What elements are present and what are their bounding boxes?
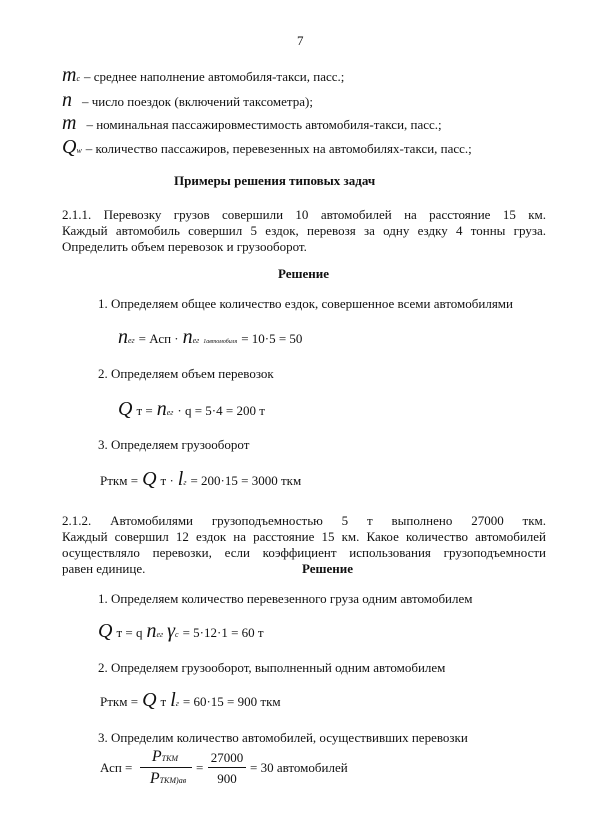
task1-step-2-text: 2. Определяем объем перевозок bbox=[98, 366, 274, 381]
task1-solution-heading: Решение bbox=[278, 266, 330, 281]
page-number: 7 bbox=[297, 33, 304, 48]
task2-step-3-text: 3. Определим количество автомобилей, осуществивших перевозки bbox=[98, 730, 468, 745]
definition-item: Qw – количество пассажиров, перевезенных на автомобилях-такси, пасс.; bbox=[62, 136, 472, 158]
task1-step-1-formula: nег = Асп · nег 1автомобиля = 10·5 = 50 bbox=[118, 326, 303, 348]
fraction-numerator: PТКМ bbox=[151, 748, 179, 765]
task1-line-3: Определить объем перевозок и грузооборот. bbox=[62, 239, 307, 254]
task2-line-2: Каждый совершил 12 ездок на расстояние 15 км. Какое количество автомобилей bbox=[62, 529, 546, 544]
definition-item: m – номинальная пассажировместимость автомобиля-такси, пасс.; bbox=[62, 112, 442, 134]
fraction-denominator: PТКМ)ав bbox=[149, 770, 187, 787]
fraction-bar bbox=[208, 767, 246, 768]
fraction-bar bbox=[140, 767, 192, 768]
task1-step-2-formula: Q т = nег · q = 5·4 = 200 т bbox=[118, 398, 265, 420]
task2-step-1-text: 1. Определяем количество перевезенного груза одним автомобилем bbox=[98, 591, 473, 606]
task2-line-3: осуществляло перевозки, если коэффициент использования грузоподъемности bbox=[62, 545, 546, 560]
task2-solution-heading: Решение bbox=[302, 561, 354, 576]
task2-step-2-text: 2. Определяем грузооборот, выполненный одним автомобилем bbox=[98, 660, 446, 675]
task2-line-1: 2.1.2. Автомобилями грузоподъемностью 5 т выполнено 27000 ткм. bbox=[62, 513, 546, 528]
task2-step-2-formula: Рткм = Q т lг = 60·15 = 900 ткм bbox=[100, 689, 281, 711]
section-title: Примеры решения типовых задач bbox=[174, 173, 376, 188]
task2-step-1-formula: Q т = q nег γс = 5·12·1 = 60 т bbox=[98, 620, 264, 642]
task1-line-1: 2.1.1. Перевозку грузов совершили 10 автомобилей на расстояние 15 км. bbox=[62, 207, 546, 222]
task1-step-3-text: 3. Определяем грузооборот bbox=[98, 437, 250, 452]
definition-item: mc – среднее наполнение автомобиля-такси, пасс.; bbox=[62, 64, 345, 86]
task1-step-3-formula: Рткм = Q т · lг = 200·15 = 3000 ткм bbox=[100, 468, 302, 490]
task2-line-4: равен единице. bbox=[62, 561, 146, 576]
definition-item: n – число поездок (включений таксометра); bbox=[62, 89, 313, 111]
task1-line-2: Каждый автомобиль совершил 5 ездок, перевозя за одну ездку 4 тонны груза. bbox=[62, 223, 546, 238]
task1-step-1-text: 1. Определяем общее количество ездок, совершенное всеми автомобилями bbox=[98, 296, 513, 311]
